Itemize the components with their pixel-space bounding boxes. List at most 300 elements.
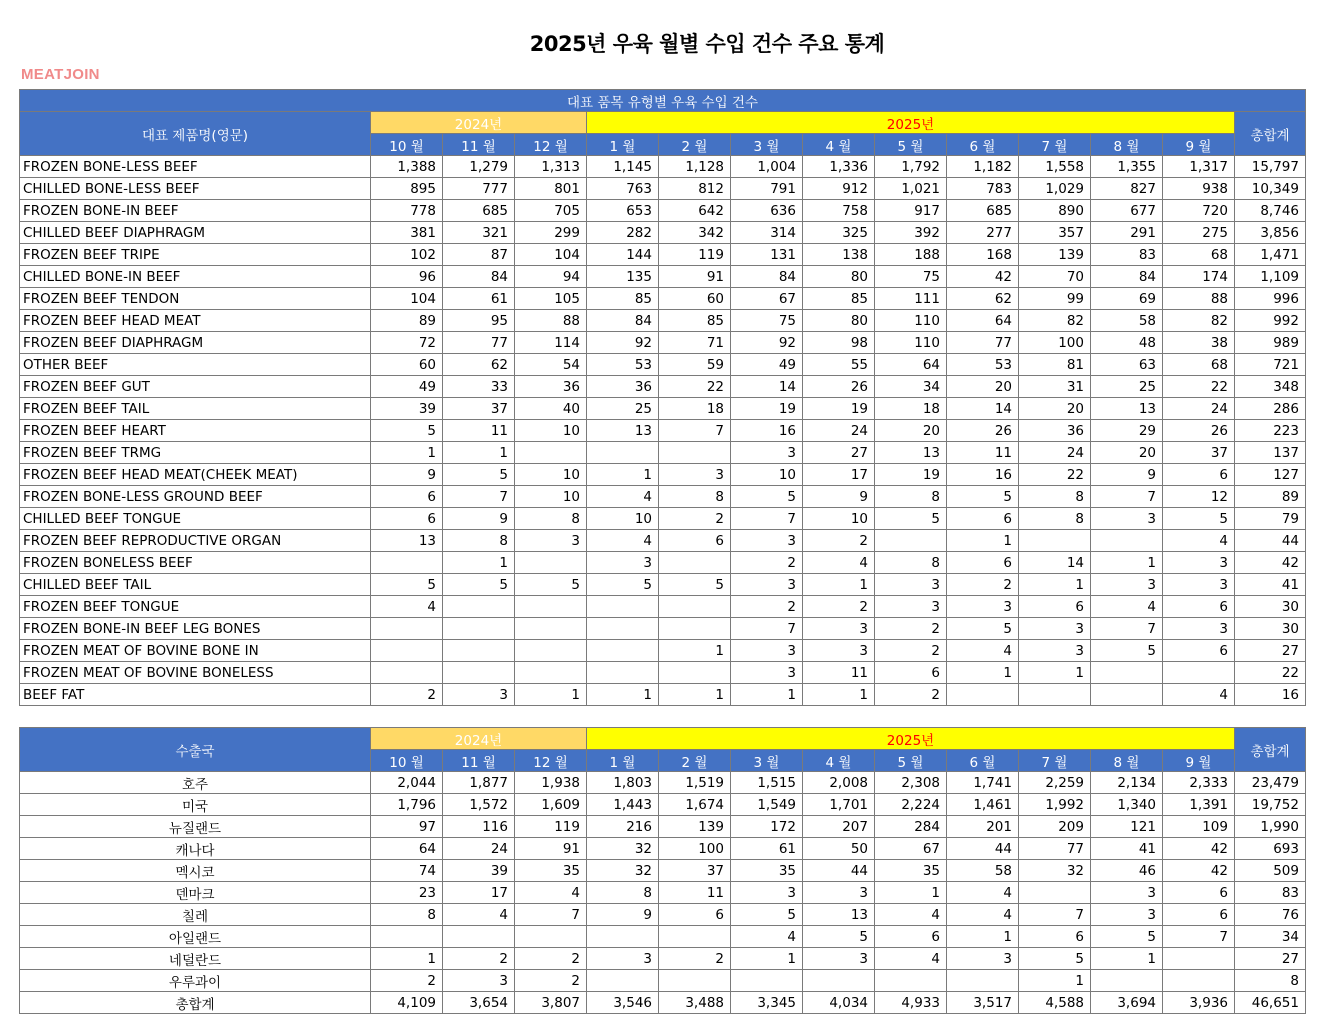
product-name-cell: FROZEN BEEF TONGUE — [20, 596, 371, 618]
value-cell: 4 — [587, 486, 659, 508]
country-name-cell: 멕시코 — [20, 860, 371, 882]
month-header: 3 월 — [731, 750, 803, 772]
product-name-cell: FROZEN BONE-LESS BEEF — [20, 156, 371, 178]
value-cell: 110 — [875, 332, 947, 354]
value-cell: 13 — [803, 904, 875, 926]
value-cell: 3 — [659, 464, 731, 486]
value-cell: 6 — [1019, 926, 1091, 948]
value-cell: 685 — [443, 200, 515, 222]
value-cell: 1,313 — [515, 156, 587, 178]
product-name-cell: FROZEN BONELESS BEEF — [20, 552, 371, 574]
value-cell: 3 — [947, 596, 1019, 618]
value-cell — [515, 442, 587, 464]
value-cell: 77 — [947, 332, 1019, 354]
value-cell — [1163, 970, 1235, 992]
value-cell: 4 — [875, 948, 947, 970]
value-cell: 41 — [1091, 838, 1163, 860]
value-cell: 3 — [731, 442, 803, 464]
value-cell: 83 — [1091, 244, 1163, 266]
value-cell: 74 — [371, 860, 443, 882]
product-name-cell: FROZEN MEAT OF BOVINE BONE IN — [20, 640, 371, 662]
value-cell: 2 — [731, 596, 803, 618]
value-cell: 207 — [803, 816, 875, 838]
total-cell: 22 — [1235, 662, 1306, 684]
product-name-cell: FROZEN BEEF HEAD MEAT — [20, 310, 371, 332]
product-name-cell: FROZEN BEEF HEART — [20, 420, 371, 442]
value-cell: 209 — [1019, 816, 1091, 838]
value-cell: 1,741 — [947, 772, 1019, 794]
value-cell: 2,224 — [875, 794, 947, 816]
value-cell: 32 — [1019, 860, 1091, 882]
value-cell: 46 — [1091, 860, 1163, 882]
value-cell: 14 — [1019, 552, 1091, 574]
value-cell: 1 — [947, 530, 1019, 552]
value-cell: 6 — [1163, 882, 1235, 904]
value-cell: 18 — [659, 398, 731, 420]
value-cell: 4 — [1091, 596, 1163, 618]
value-cell: 4 — [947, 640, 1019, 662]
value-cell: 778 — [371, 200, 443, 222]
product-name-cell: FROZEN BONE-IN BEEF — [20, 200, 371, 222]
product-name-cell: CHILLED BONE-IN BEEF — [20, 266, 371, 288]
value-cell: 5 — [659, 574, 731, 596]
value-cell: 2,008 — [803, 772, 875, 794]
value-cell: 13 — [587, 420, 659, 442]
month-header: 7 월 — [1019, 750, 1091, 772]
value-cell: 68 — [1163, 354, 1235, 376]
value-cell: 42 — [947, 266, 1019, 288]
value-cell: 1,515 — [731, 772, 803, 794]
value-cell: 2 — [371, 970, 443, 992]
value-cell — [587, 640, 659, 662]
total-cell: 34 — [1235, 926, 1306, 948]
value-cell: 50 — [803, 838, 875, 860]
value-cell — [371, 926, 443, 948]
value-cell: 91 — [659, 266, 731, 288]
value-cell: 7 — [1163, 926, 1235, 948]
value-cell: 1 — [803, 684, 875, 706]
value-cell: 791 — [731, 178, 803, 200]
value-cell: 3 — [731, 662, 803, 684]
product-name-cell: FROZEN BEEF TRIPE — [20, 244, 371, 266]
value-cell: 2,044 — [371, 772, 443, 794]
total-cell: 89 — [1235, 486, 1306, 508]
value-cell: 24 — [443, 838, 515, 860]
value-cell: 1,128 — [659, 156, 731, 178]
value-cell: 6 — [659, 904, 731, 926]
total-cell: 1,109 — [1235, 266, 1306, 288]
product-name-cell: BEEF FAT — [20, 684, 371, 706]
value-cell: 4 — [1163, 684, 1235, 706]
value-cell: 8 — [1019, 486, 1091, 508]
value-cell: 6 — [947, 508, 1019, 530]
value-cell: 2 — [803, 530, 875, 552]
value-cell: 1 — [587, 684, 659, 706]
value-cell: 119 — [515, 816, 587, 838]
value-cell — [515, 596, 587, 618]
value-cell: 37 — [443, 398, 515, 420]
value-cell: 5 — [803, 926, 875, 948]
value-cell: 1 — [443, 442, 515, 464]
value-cell: 38 — [1163, 332, 1235, 354]
value-cell: 1,355 — [1091, 156, 1163, 178]
value-cell: 63 — [1091, 354, 1163, 376]
value-cell: 20 — [1019, 398, 1091, 420]
value-cell: 111 — [875, 288, 947, 310]
value-cell: 10 — [803, 508, 875, 530]
month-header: 8 월 — [1091, 134, 1163, 156]
value-cell: 2 — [947, 574, 1019, 596]
value-cell: 3 — [1091, 574, 1163, 596]
total-cell: 27 — [1235, 640, 1306, 662]
value-cell: 3 — [443, 684, 515, 706]
month-header: 11 월 — [443, 134, 515, 156]
value-cell: 139 — [659, 816, 731, 838]
value-cell: 3,654 — [443, 992, 515, 1014]
table-row — [20, 310, 1306, 332]
value-cell: 4 — [443, 904, 515, 926]
total-cell: 76 — [1235, 904, 1306, 926]
value-cell: 9 — [587, 904, 659, 926]
value-cell: 653 — [587, 200, 659, 222]
month-header: 6 월 — [947, 134, 1019, 156]
value-cell: 1 — [443, 552, 515, 574]
year-2025-header: 2025년 — [587, 728, 1235, 750]
total-cell: 79 — [1235, 508, 1306, 530]
month-header: 1 월 — [587, 134, 659, 156]
value-cell: 8 — [1019, 508, 1091, 530]
value-cell — [659, 618, 731, 640]
value-cell: 12 — [1163, 486, 1235, 508]
value-cell: 4,109 — [371, 992, 443, 1014]
value-cell: 62 — [443, 354, 515, 376]
value-cell — [875, 970, 947, 992]
table-row — [20, 288, 1306, 310]
value-cell: 2 — [515, 970, 587, 992]
value-cell: 188 — [875, 244, 947, 266]
value-cell: 1 — [731, 684, 803, 706]
table-row — [20, 420, 1306, 442]
value-cell: 62 — [947, 288, 1019, 310]
value-cell — [1091, 530, 1163, 552]
value-cell: 104 — [371, 288, 443, 310]
value-cell: 10 — [515, 420, 587, 442]
value-cell: 3 — [1019, 618, 1091, 640]
value-cell: 3 — [1091, 508, 1163, 530]
month-header: 4 월 — [803, 750, 875, 772]
product-type-table — [19, 89, 1306, 706]
value-cell: 277 — [947, 222, 1019, 244]
value-cell: 42 — [1163, 860, 1235, 882]
table-row — [20, 882, 1306, 904]
value-cell: 642 — [659, 200, 731, 222]
value-cell: 24 — [1163, 398, 1235, 420]
value-cell: 7 — [659, 420, 731, 442]
total-cell: 19,752 — [1235, 794, 1306, 816]
value-cell: 4 — [803, 552, 875, 574]
total-cell: 996 — [1235, 288, 1306, 310]
value-cell: 44 — [947, 838, 1019, 860]
value-cell: 18 — [875, 398, 947, 420]
value-cell: 6 — [1019, 596, 1091, 618]
meatjoin-logo: MEATJOIN — [21, 66, 100, 83]
value-cell: 13 — [371, 530, 443, 552]
value-cell: 19 — [875, 464, 947, 486]
value-cell: 3,936 — [1163, 992, 1235, 1014]
product-name-cell: CHILLED BEEF TONGUE — [20, 508, 371, 530]
value-cell: 299 — [515, 222, 587, 244]
value-cell: 2 — [515, 948, 587, 970]
value-cell: 284 — [875, 816, 947, 838]
value-cell: 5 — [947, 618, 1019, 640]
month-header: 5 월 — [875, 134, 947, 156]
table-row — [20, 772, 1306, 794]
value-cell: 216 — [587, 816, 659, 838]
value-cell: 1,519 — [659, 772, 731, 794]
value-cell: 13 — [875, 442, 947, 464]
month-header: 3 월 — [731, 134, 803, 156]
value-cell: 85 — [587, 288, 659, 310]
value-cell: 23 — [371, 882, 443, 904]
table-row — [20, 332, 1306, 354]
product-name-cell: FROZEN BONE-LESS GROUND BEEF — [20, 486, 371, 508]
value-cell — [371, 552, 443, 574]
month-header: 5 월 — [875, 750, 947, 772]
month-header: 1 월 — [587, 750, 659, 772]
total-cell: 509 — [1235, 860, 1306, 882]
value-cell: 357 — [1019, 222, 1091, 244]
value-cell: 19 — [803, 398, 875, 420]
value-cell: 1 — [1019, 970, 1091, 992]
value-cell — [515, 618, 587, 640]
total-cell: 989 — [1235, 332, 1306, 354]
value-cell: 14 — [731, 376, 803, 398]
value-cell: 1,145 — [587, 156, 659, 178]
value-cell: 5 — [1091, 926, 1163, 948]
value-cell: 1,572 — [443, 794, 515, 816]
value-cell: 116 — [443, 816, 515, 838]
table-row — [20, 816, 1306, 838]
value-cell: 91 — [515, 838, 587, 860]
product-name-cell: FROZEN BEEF TENDON — [20, 288, 371, 310]
total-cell: 44 — [1235, 530, 1306, 552]
table-row — [20, 904, 1306, 926]
value-cell: 35 — [875, 860, 947, 882]
value-cell: 3 — [803, 948, 875, 970]
value-cell: 48 — [1091, 332, 1163, 354]
value-cell: 26 — [1163, 420, 1235, 442]
value-cell: 24 — [1019, 442, 1091, 464]
value-cell: 1 — [731, 948, 803, 970]
total-cell: 1,990 — [1235, 816, 1306, 838]
value-cell: 114 — [515, 332, 587, 354]
value-cell — [443, 640, 515, 662]
value-cell: 5 — [443, 464, 515, 486]
value-cell: 84 — [443, 266, 515, 288]
value-cell: 2,333 — [1163, 772, 1235, 794]
value-cell: 4 — [587, 530, 659, 552]
value-cell: 172 — [731, 816, 803, 838]
value-cell: 9 — [443, 508, 515, 530]
value-cell: 1,609 — [515, 794, 587, 816]
value-cell: 105 — [515, 288, 587, 310]
total-cell: 8,746 — [1235, 200, 1306, 222]
table-row — [20, 618, 1306, 640]
value-cell: 3 — [1163, 618, 1235, 640]
month-header: 4 월 — [803, 134, 875, 156]
value-cell: 938 — [1163, 178, 1235, 200]
total-header: 총합계 — [1235, 728, 1306, 772]
value-cell: 5 — [371, 420, 443, 442]
value-cell — [587, 926, 659, 948]
value-cell: 1,279 — [443, 156, 515, 178]
country-name-cell: 칠레 — [20, 904, 371, 926]
country-name-cell: 미국 — [20, 794, 371, 816]
value-cell: 22 — [1019, 464, 1091, 486]
value-cell: 94 — [515, 266, 587, 288]
value-cell: 3 — [875, 574, 947, 596]
value-cell: 201 — [947, 816, 1019, 838]
total-cell: 3,856 — [1235, 222, 1306, 244]
product-name-cell: FROZEN BEEF TRMG — [20, 442, 371, 464]
value-cell: 2,259 — [1019, 772, 1091, 794]
value-cell: 4 — [947, 882, 1019, 904]
table-row — [20, 574, 1306, 596]
value-cell: 1 — [659, 684, 731, 706]
value-cell — [1091, 684, 1163, 706]
value-cell: 36 — [515, 376, 587, 398]
value-cell: 2 — [659, 948, 731, 970]
month-header: 9 월 — [1163, 750, 1235, 772]
value-cell: 3 — [1091, 904, 1163, 926]
value-cell — [1163, 948, 1235, 970]
value-cell: 26 — [803, 376, 875, 398]
value-cell: 85 — [659, 310, 731, 332]
value-cell: 67 — [875, 838, 947, 860]
value-cell: 9 — [1091, 464, 1163, 486]
value-cell — [515, 662, 587, 684]
value-cell — [515, 926, 587, 948]
value-cell: 25 — [587, 398, 659, 420]
value-cell: 3 — [731, 574, 803, 596]
value-cell: 39 — [443, 860, 515, 882]
value-cell: 80 — [803, 266, 875, 288]
value-cell: 2 — [875, 640, 947, 662]
total-cell: 15,797 — [1235, 156, 1306, 178]
value-cell: 5 — [1091, 640, 1163, 662]
country-name-cell: 총합계 — [20, 992, 371, 1014]
value-cell: 135 — [587, 266, 659, 288]
value-cell: 6 — [947, 552, 1019, 574]
value-cell: 1 — [1091, 948, 1163, 970]
value-cell: 37 — [1163, 442, 1235, 464]
value-cell: 3 — [515, 530, 587, 552]
year-2024-header: 2024년 — [371, 728, 587, 750]
value-cell: 3 — [731, 530, 803, 552]
value-cell: 3,345 — [731, 992, 803, 1014]
value-cell: 139 — [1019, 244, 1091, 266]
value-cell: 75 — [875, 266, 947, 288]
value-cell: 3 — [443, 970, 515, 992]
value-cell: 17 — [803, 464, 875, 486]
value-cell: 31 — [1019, 376, 1091, 398]
value-cell: 7 — [1019, 904, 1091, 926]
total-cell: 223 — [1235, 420, 1306, 442]
value-cell: 3 — [947, 948, 1019, 970]
value-cell — [587, 618, 659, 640]
table-row — [20, 596, 1306, 618]
table-row — [20, 640, 1306, 662]
total-cell: 8 — [1235, 970, 1306, 992]
month-header: 10 월 — [371, 134, 443, 156]
total-cell: 10,349 — [1235, 178, 1306, 200]
value-cell: 5 — [731, 486, 803, 508]
value-cell: 1 — [875, 882, 947, 904]
value-cell: 3 — [1091, 882, 1163, 904]
value-cell: 5 — [371, 574, 443, 596]
value-cell: 26 — [947, 420, 1019, 442]
total-cell: 16 — [1235, 684, 1306, 706]
value-cell: 53 — [947, 354, 1019, 376]
value-cell: 3 — [1163, 552, 1235, 574]
value-cell — [443, 618, 515, 640]
value-cell: 49 — [371, 376, 443, 398]
value-cell: 6 — [659, 530, 731, 552]
value-cell: 3 — [587, 552, 659, 574]
value-cell: 32 — [587, 860, 659, 882]
value-cell: 72 — [371, 332, 443, 354]
value-cell: 10 — [587, 508, 659, 530]
value-cell: 9 — [803, 486, 875, 508]
value-cell: 1 — [371, 948, 443, 970]
value-cell: 20 — [875, 420, 947, 442]
value-cell: 6 — [1163, 640, 1235, 662]
value-cell: 3 — [731, 882, 803, 904]
value-cell: 1,796 — [371, 794, 443, 816]
value-cell: 4,034 — [803, 992, 875, 1014]
value-cell: 4,588 — [1019, 992, 1091, 1014]
value-cell: 80 — [803, 310, 875, 332]
month-header: 6 월 — [947, 750, 1019, 772]
value-cell: 3,546 — [587, 992, 659, 1014]
table-row — [20, 662, 1306, 684]
value-cell: 104 — [515, 244, 587, 266]
value-cell: 3 — [803, 640, 875, 662]
total-cell: 30 — [1235, 618, 1306, 640]
value-cell: 4 — [731, 926, 803, 948]
country-header: 수출국 — [20, 728, 371, 772]
total-cell: 30 — [1235, 596, 1306, 618]
table-row — [20, 486, 1306, 508]
value-cell: 25 — [1091, 376, 1163, 398]
value-cell: 8 — [659, 486, 731, 508]
value-cell: 40 — [515, 398, 587, 420]
value-cell: 17 — [443, 882, 515, 904]
value-cell: 5 — [587, 574, 659, 596]
country-name-cell: 뉴질랜드 — [20, 816, 371, 838]
table-row — [20, 860, 1306, 882]
value-cell: 2 — [731, 552, 803, 574]
table-row — [20, 376, 1306, 398]
value-cell: 84 — [587, 310, 659, 332]
value-cell: 10 — [515, 464, 587, 486]
value-cell: 1,558 — [1019, 156, 1091, 178]
value-cell: 13 — [1091, 398, 1163, 420]
value-cell: 82 — [1163, 310, 1235, 332]
value-cell: 4 — [371, 596, 443, 618]
month-header: 9 월 — [1163, 134, 1235, 156]
value-cell: 8 — [443, 530, 515, 552]
